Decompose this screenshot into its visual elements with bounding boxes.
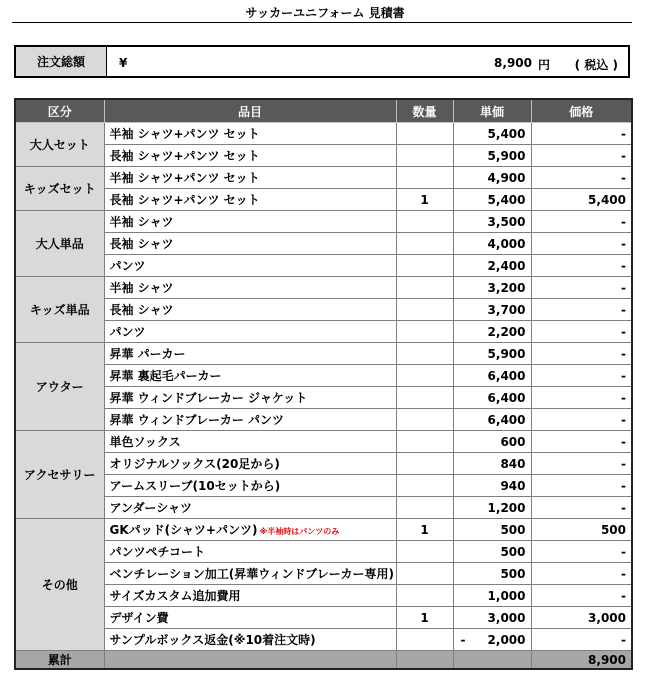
summary-blank	[453, 651, 531, 670]
item-cell	[104, 167, 396, 189]
qty-cell	[396, 585, 453, 607]
qty-cell	[396, 453, 453, 475]
unit-price-value: 840	[500, 456, 526, 471]
price-cell: -	[531, 431, 632, 453]
item-cell	[104, 607, 396, 629]
item-cell	[104, 585, 396, 607]
qty-cell: 1	[396, 519, 453, 541]
minus-sign: -	[460, 632, 466, 647]
header-price: 価格	[531, 99, 632, 123]
item-cell	[104, 211, 396, 233]
table-row	[15, 453, 632, 475]
table-row	[15, 211, 632, 233]
table-row	[15, 409, 632, 431]
unit-price-value: 600	[500, 434, 526, 449]
estimate-table-body	[15, 123, 632, 651]
table-row	[15, 519, 632, 541]
item-name: デザイン費	[109, 611, 169, 625]
unit-price-cell	[453, 475, 531, 497]
unit-price-value: 500	[500, 522, 526, 537]
price-cell: -	[531, 365, 632, 387]
table-row	[15, 123, 632, 145]
item-name: 半袖 シャツ+パンツ セット	[109, 171, 260, 185]
price-cell: -	[531, 453, 632, 475]
summary-blank	[104, 651, 396, 670]
price-cell: -	[531, 145, 632, 167]
summary-value: 8,900	[531, 651, 632, 670]
unit-price-cell	[453, 145, 531, 167]
unit-price-value: 3,500	[487, 214, 526, 229]
qty-cell	[396, 409, 453, 431]
item-cell	[104, 497, 396, 519]
qty-cell	[396, 211, 453, 233]
unit-price-cell	[453, 541, 531, 563]
unit-price-value: 3,000	[487, 610, 526, 625]
qty-cell: 1	[396, 607, 453, 629]
unit-price-cell	[453, 123, 531, 145]
table-row	[15, 629, 632, 651]
price-cell: -	[531, 387, 632, 409]
unit-price-value: 6,400	[487, 368, 526, 383]
unit-price-value: 940	[500, 478, 526, 493]
unit-price-cell	[453, 431, 531, 453]
unit-price-value: 4,000	[487, 236, 526, 251]
unit-price-cell	[453, 585, 531, 607]
item-name: 半袖 シャツ	[109, 215, 174, 229]
qty-cell	[396, 277, 453, 299]
unit-price-value: 2,200	[487, 324, 526, 339]
unit-price-cell	[453, 629, 531, 651]
unit-price-cell	[453, 255, 531, 277]
qty-cell: 1	[396, 189, 453, 211]
price-cell: -	[531, 409, 632, 431]
qty-cell	[396, 321, 453, 343]
category-cell: 大人単品	[15, 211, 104, 277]
table-row	[15, 299, 632, 321]
table-header-row	[15, 99, 632, 123]
currency-unit: 円	[537, 58, 550, 72]
table-row	[15, 585, 632, 607]
price-cell: 3,000	[531, 607, 632, 629]
unit-price-cell	[453, 277, 531, 299]
item-name: パンツ	[109, 259, 146, 273]
item-cell	[104, 409, 396, 431]
price-cell: -	[531, 629, 632, 651]
header-category: 区分	[15, 99, 104, 123]
header-item: 品目	[104, 99, 396, 123]
qty-cell	[396, 431, 453, 453]
item-name: パンツ	[109, 325, 146, 339]
price-cell: -	[531, 211, 632, 233]
item-cell	[104, 519, 396, 541]
unit-price-cell	[453, 167, 531, 189]
unit-price-cell	[453, 387, 531, 409]
item-name: 長袖 シャツ	[109, 303, 174, 317]
unit-price-value: 2,000	[487, 632, 526, 647]
order-total-box	[14, 45, 630, 78]
unit-price-cell	[453, 321, 531, 343]
header-qty: 数量	[396, 99, 453, 123]
category-cell: アウター	[15, 343, 104, 431]
unit-price-cell	[453, 607, 531, 629]
order-total-value-cell	[107, 47, 628, 76]
table-row	[15, 277, 632, 299]
unit-price-value: 2,400	[487, 258, 526, 273]
item-name: 昇華 パーカー	[109, 347, 186, 361]
unit-price-cell	[453, 211, 531, 233]
table-row	[15, 607, 632, 629]
table-row	[15, 343, 632, 365]
item-cell	[104, 541, 396, 563]
item-cell	[104, 475, 396, 497]
price-cell: -	[531, 277, 632, 299]
unit-price-value: 3,700	[487, 302, 526, 317]
unit-price-cell	[453, 409, 531, 431]
item-cell	[104, 277, 396, 299]
price-cell: -	[531, 475, 632, 497]
item-name: オリジナルソックス(20足から)	[109, 457, 280, 471]
order-total-label: 注文総額	[16, 47, 107, 76]
item-name: サンプルボックス返金(※10着注文時)	[109, 633, 316, 647]
unit-price-value: 500	[500, 566, 526, 581]
price-cell: -	[531, 563, 632, 585]
price-cell: -	[531, 497, 632, 519]
unit-price-value: 5,900	[487, 148, 526, 163]
price-cell: 5,400	[531, 189, 632, 211]
table-row	[15, 189, 632, 211]
qty-cell	[396, 343, 453, 365]
qty-cell	[396, 563, 453, 585]
price-cell: -	[531, 343, 632, 365]
item-name: サイズカスタム追加費用	[109, 589, 241, 603]
unit-price-cell	[453, 343, 531, 365]
table-row	[15, 321, 632, 343]
price-cell: -	[531, 541, 632, 563]
item-cell	[104, 123, 396, 145]
unit-price-value: 5,900	[487, 346, 526, 361]
estimate-table	[14, 98, 633, 670]
item-name: 半袖 シャツ	[109, 281, 174, 295]
price-cell: -	[531, 321, 632, 343]
table-row	[15, 145, 632, 167]
unit-price-cell	[453, 453, 531, 475]
item-cell	[104, 299, 396, 321]
qty-cell	[396, 497, 453, 519]
summary-row	[15, 651, 632, 670]
unit-price-value: 1,200	[487, 500, 526, 515]
item-name: 半袖 シャツ+パンツ セット	[109, 127, 260, 141]
item-cell	[104, 453, 396, 475]
price-cell: 500	[531, 519, 632, 541]
order-total-amount: 8,900	[494, 56, 532, 70]
unit-price-value: 500	[500, 544, 526, 559]
table-row	[15, 431, 632, 453]
unit-price-value: 4,900	[487, 170, 526, 185]
unit-price-cell	[453, 563, 531, 585]
category-cell: その他	[15, 519, 104, 651]
item-cell	[104, 387, 396, 409]
category-cell: アクセサリー	[15, 431, 104, 519]
item-name: 昇華 ウィンドブレーカー パンツ	[109, 413, 285, 427]
qty-cell	[396, 475, 453, 497]
item-cell	[104, 189, 396, 211]
item-name: ベンチレーション加工(昇華ウィンドブレーカー専用)	[109, 567, 394, 581]
item-cell	[104, 145, 396, 167]
header-unit-price: 単価	[453, 99, 531, 123]
price-cell: -	[531, 123, 632, 145]
unit-price-cell	[453, 299, 531, 321]
price-cell: -	[531, 255, 632, 277]
table-row	[15, 475, 632, 497]
table-row	[15, 541, 632, 563]
item-cell	[104, 321, 396, 343]
item-cell	[104, 233, 396, 255]
table-row	[15, 255, 632, 277]
category-cell: キッズセット	[15, 167, 104, 211]
item-name: 長袖 シャツ	[109, 237, 174, 251]
price-cell: -	[531, 299, 632, 321]
item-name: アームスリーブ(10セットから)	[109, 479, 281, 493]
summary-label: 累計	[15, 651, 104, 670]
category-cell: 大人セット	[15, 123, 104, 167]
qty-cell	[396, 365, 453, 387]
price-cell: -	[531, 167, 632, 189]
qty-cell	[396, 255, 453, 277]
qty-cell	[396, 123, 453, 145]
unit-price-value: 5,400	[487, 126, 526, 141]
qty-cell	[396, 629, 453, 651]
unit-price-value: 6,400	[487, 390, 526, 405]
table-row	[15, 387, 632, 409]
item-cell	[104, 563, 396, 585]
qty-cell	[396, 167, 453, 189]
unit-price-value: 5,400	[487, 192, 526, 207]
unit-price-cell	[453, 365, 531, 387]
item-cell	[104, 629, 396, 651]
unit-price-cell	[453, 519, 531, 541]
qty-cell	[396, 145, 453, 167]
qty-cell	[396, 541, 453, 563]
item-name: 長袖 シャツ+パンツ セット	[109, 149, 260, 163]
item-name: GKパッド(シャツ+パンツ)	[109, 523, 258, 537]
item-name: 長袖 シャツ+パンツ セット	[109, 193, 260, 207]
item-name: アンダーシャツ	[109, 501, 193, 515]
qty-cell	[396, 299, 453, 321]
unit-price-value: 1,000	[487, 588, 526, 603]
title-underline	[12, 22, 632, 23]
table-row	[15, 233, 632, 255]
item-name: 昇華 ウィンドブレーカー ジャケット	[109, 391, 308, 405]
item-note: ※半袖時はパンツのみ	[259, 527, 340, 536]
unit-price-cell	[453, 497, 531, 519]
item-cell	[104, 431, 396, 453]
table-row	[15, 167, 632, 189]
qty-cell	[396, 233, 453, 255]
unit-price-value: 6,400	[487, 412, 526, 427]
table-row	[15, 497, 632, 519]
price-cell: -	[531, 233, 632, 255]
item-cell	[104, 255, 396, 277]
unit-price-cell	[453, 189, 531, 211]
table-row	[15, 563, 632, 585]
item-name: パンツペチコート	[109, 545, 206, 559]
unit-price-cell	[453, 233, 531, 255]
summary-blank	[396, 651, 453, 670]
item-cell	[104, 365, 396, 387]
item-name: 昇華 裏起毛パーカー	[109, 369, 222, 383]
price-cell: -	[531, 585, 632, 607]
tax-included-note: ( 税込 )	[574, 58, 618, 72]
item-cell	[104, 343, 396, 365]
unit-price-value: 3,200	[487, 280, 526, 295]
qty-cell	[396, 387, 453, 409]
category-cell: キッズ単品	[15, 277, 104, 343]
item-name: 単色ソックス	[109, 435, 181, 449]
yen-symbol: ¥	[119, 56, 128, 70]
table-row	[15, 365, 632, 387]
document-title: サッカーユニフォーム 見積書	[245, 6, 405, 20]
